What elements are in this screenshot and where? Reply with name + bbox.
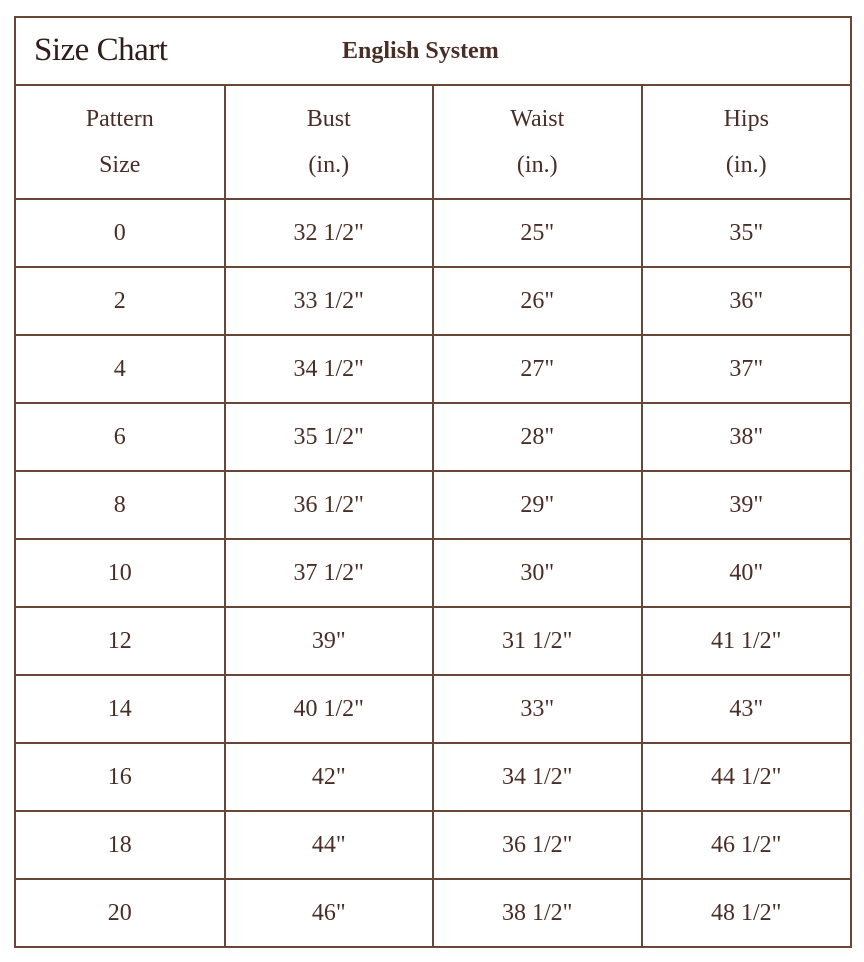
pattern-size-cell: 6	[16, 403, 225, 471]
waist-cell: 29"	[433, 471, 642, 539]
waist-cell: 33"	[433, 675, 642, 743]
bust-cell: 33 1/2"	[225, 267, 434, 335]
hips-cell: 37"	[642, 335, 851, 403]
header-sublabel: (in.)	[308, 152, 350, 178]
pattern-size-cell: 4	[16, 335, 225, 403]
table-row	[16, 879, 850, 946]
header-row	[16, 86, 850, 199]
hips-cell: 36"	[642, 267, 851, 335]
hips-cell: 39"	[642, 471, 851, 539]
pattern-size-cell: 10	[16, 539, 225, 607]
table-row	[16, 539, 850, 607]
table-row	[16, 199, 850, 267]
bust-cell: 39"	[225, 607, 434, 675]
bust-cell: 40 1/2"	[225, 675, 434, 743]
hips-cell: 48 1/2"	[642, 879, 851, 946]
pattern-size-cell: 8	[16, 471, 225, 539]
table-row	[16, 811, 850, 879]
waist-cell: 31 1/2"	[433, 607, 642, 675]
header-label: Pattern	[85, 106, 154, 132]
header-label: Bust	[306, 106, 351, 132]
column-header-bust	[225, 86, 434, 199]
table-row	[16, 335, 850, 403]
pattern-size-cell: 18	[16, 811, 225, 879]
table-row	[16, 607, 850, 675]
waist-cell: 28"	[433, 403, 642, 471]
pattern-size-cell: 2	[16, 267, 225, 335]
hips-cell: 41 1/2"	[642, 607, 851, 675]
hips-cell: 44 1/2"	[642, 743, 851, 811]
bust-cell: 32 1/2"	[225, 199, 434, 267]
pattern-size-cell: 20	[16, 879, 225, 946]
hips-cell: 38"	[642, 403, 851, 471]
waist-cell: 30"	[433, 539, 642, 607]
waist-cell: 34 1/2"	[433, 743, 642, 811]
hips-cell: 40"	[642, 539, 851, 607]
header-label: Hips	[723, 106, 769, 132]
bust-cell: 34 1/2"	[225, 335, 434, 403]
pattern-size-cell: 14	[16, 675, 225, 743]
bust-cell: 35 1/2"	[225, 403, 434, 471]
waist-cell: 36 1/2"	[433, 811, 642, 879]
pattern-size-cell: 0	[16, 199, 225, 267]
waist-cell: 25"	[433, 199, 642, 267]
table-row	[16, 471, 850, 539]
waist-cell: 38 1/2"	[433, 879, 642, 946]
size-chart	[14, 16, 852, 948]
hips-cell: 43"	[642, 675, 851, 743]
table-row	[16, 267, 850, 335]
header-label: Waist	[510, 106, 565, 132]
table-row	[16, 743, 850, 811]
header-sublabel: (in.)	[725, 152, 767, 178]
header-sublabel: Size	[99, 152, 141, 178]
pattern-size-cell: 16	[16, 743, 225, 811]
waist-cell: 27"	[433, 335, 642, 403]
table-row	[16, 403, 850, 471]
column-header-waist	[433, 86, 642, 199]
size-table	[16, 86, 850, 946]
table-row	[16, 675, 850, 743]
bust-cell: 44"	[225, 811, 434, 879]
column-header-hips	[642, 86, 851, 199]
bust-cell: 36 1/2"	[225, 471, 434, 539]
bust-cell: 46"	[225, 879, 434, 946]
chart-title: Size Chart	[34, 32, 168, 68]
header-sublabel: (in.)	[516, 152, 558, 178]
pattern-size-cell: 12	[16, 607, 225, 675]
bust-cell: 42"	[225, 743, 434, 811]
hips-cell: 46 1/2"	[642, 811, 851, 879]
bust-cell: 37 1/2"	[225, 539, 434, 607]
column-header-pattern-size	[16, 86, 225, 199]
waist-cell: 26"	[433, 267, 642, 335]
title-row	[16, 18, 850, 86]
chart-subtitle: English System	[342, 38, 499, 64]
hips-cell: 35"	[642, 199, 851, 267]
